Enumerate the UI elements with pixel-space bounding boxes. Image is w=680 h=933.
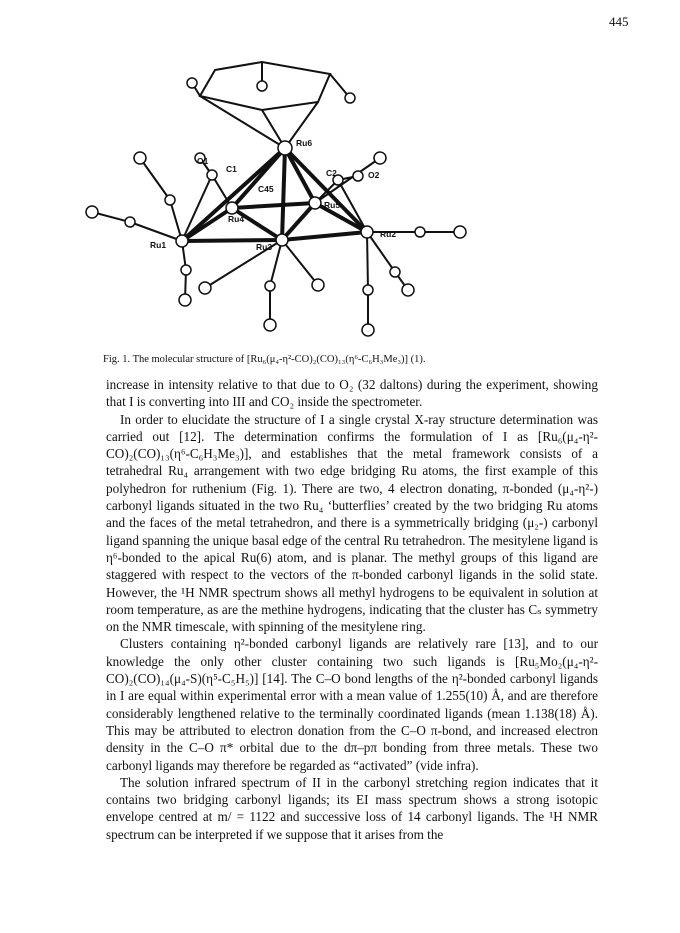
atom-label-ru4: Ru4 xyxy=(228,214,245,224)
atom-label-c45: C45 xyxy=(258,184,274,194)
atom-label-ru3: Ru3 xyxy=(256,242,273,252)
figure-caption: Fig. 1. The molecular structure of [Ru₆(μ₄-η²-CO)₂(CO)₁₃(η⁶-C₆H₃Me₃)] (1). xyxy=(103,354,426,365)
carbonyl-ligands xyxy=(92,158,460,330)
paragraph-2: In order to elucidate the structure of I a single crystal X-ray structure determination was carried out [12]. The determination confirms the formulation of I as [Ru₆(μ₄-η²-CO)₂(CO)₁₃(η⁶-C₆H₃Me₃)], and establishes that the metal framework consists of a tetrahedral Ru₄ arrangement with two edge bridging Ru atoms, the first example of this polyhedron for ruthenium (Fig. 1). There are two, 4 electron donating, π-bonded (μ₄-η²-) carbonyl ligands situated in the two Ru₄ ‘butterflies’ created by the two bridging Ru atoms and the faces of the metal tetrahedron, and there is a symmetrically bridging (μ₂-) carbonyl ligand spanning the unique basal edge of the central Ru tetrahedron. The mesitylene ligand is η⁶-bonded to the apical Ru(6) atom, and is planar. The methyl groups of this ligand are staggered with respect to the vectors of the π-bonded carbonyl ligands in the solid state. However, the ¹H NMR spectrum shows all methyl hydrogens to be equivalent in solution at room temperature, as are the methine hydrogens, indicating that the cluster has Cₛ symmetry on the NMR timescale, with spinning of the mesitylene ring. xyxy=(106,411,598,635)
paragraph-3: Clusters containing η²-bonded carbonyl ligands are relatively rare [13], and to our knowledge the only other cluster containing two such ligands is [Ru₅Mo₂(μ₄-η²-CO)₂(CO)₁₄(μ₄-S)(η⁵-C₅H₅)] [14]. The C–O bond lengths of the η²-bonded carbonyl ligands in I are equal within experimental error with a mean value of 1.255(10) Å, and are therefore considerably lengthened relative to the terminally coordinated ligands (mean 1.138(18) Å). This may be attributed to electron donation from the C–O π-bond, and increased electron density in the C–O π* orbital due to the dπ–pπ bonding from three metals. These two carbonyl ligands may therefore be regarded as “activated” (vide infra). xyxy=(106,636,598,773)
atom-label-ru1: Ru1 xyxy=(150,240,167,250)
body-text xyxy=(106,376,598,843)
atom-label-c2: C2 xyxy=(326,168,337,178)
atom-label-o2: O2 xyxy=(368,170,380,180)
molecular-structure-diagram xyxy=(70,40,610,352)
paragraph-1: increase in intensity relative to that due to O₂ (32 daltons) during the experiment, showing that I is converting into III and CO₂ inside the spectrometer. xyxy=(106,377,598,410)
mesitylene-ligand xyxy=(192,62,350,148)
page-number: 445 xyxy=(609,14,629,29)
atom-label-c1: C1 xyxy=(226,164,237,174)
atom-label-ru6: Ru6 xyxy=(296,138,313,148)
metal-framework xyxy=(182,148,367,241)
atom-label-ru2: Ru2 xyxy=(380,229,397,239)
paragraph-4: The solution infrared spectrum of II in the carbonyl stretching region indicates that it contains two bridging carbonyl ligands; its EI mass spectrum shows a strong isotopic envelope centred at m/ = 1122 and successive loss of 14 carbonyl ligands. The ¹H NMR spectrum can be interpreted if we suppose that it arises from the xyxy=(106,774,598,842)
atom-label-o1: O1 xyxy=(197,156,209,166)
atom-label-ru5: Ru5 xyxy=(324,200,341,210)
molecular-structure-figure xyxy=(70,40,610,352)
